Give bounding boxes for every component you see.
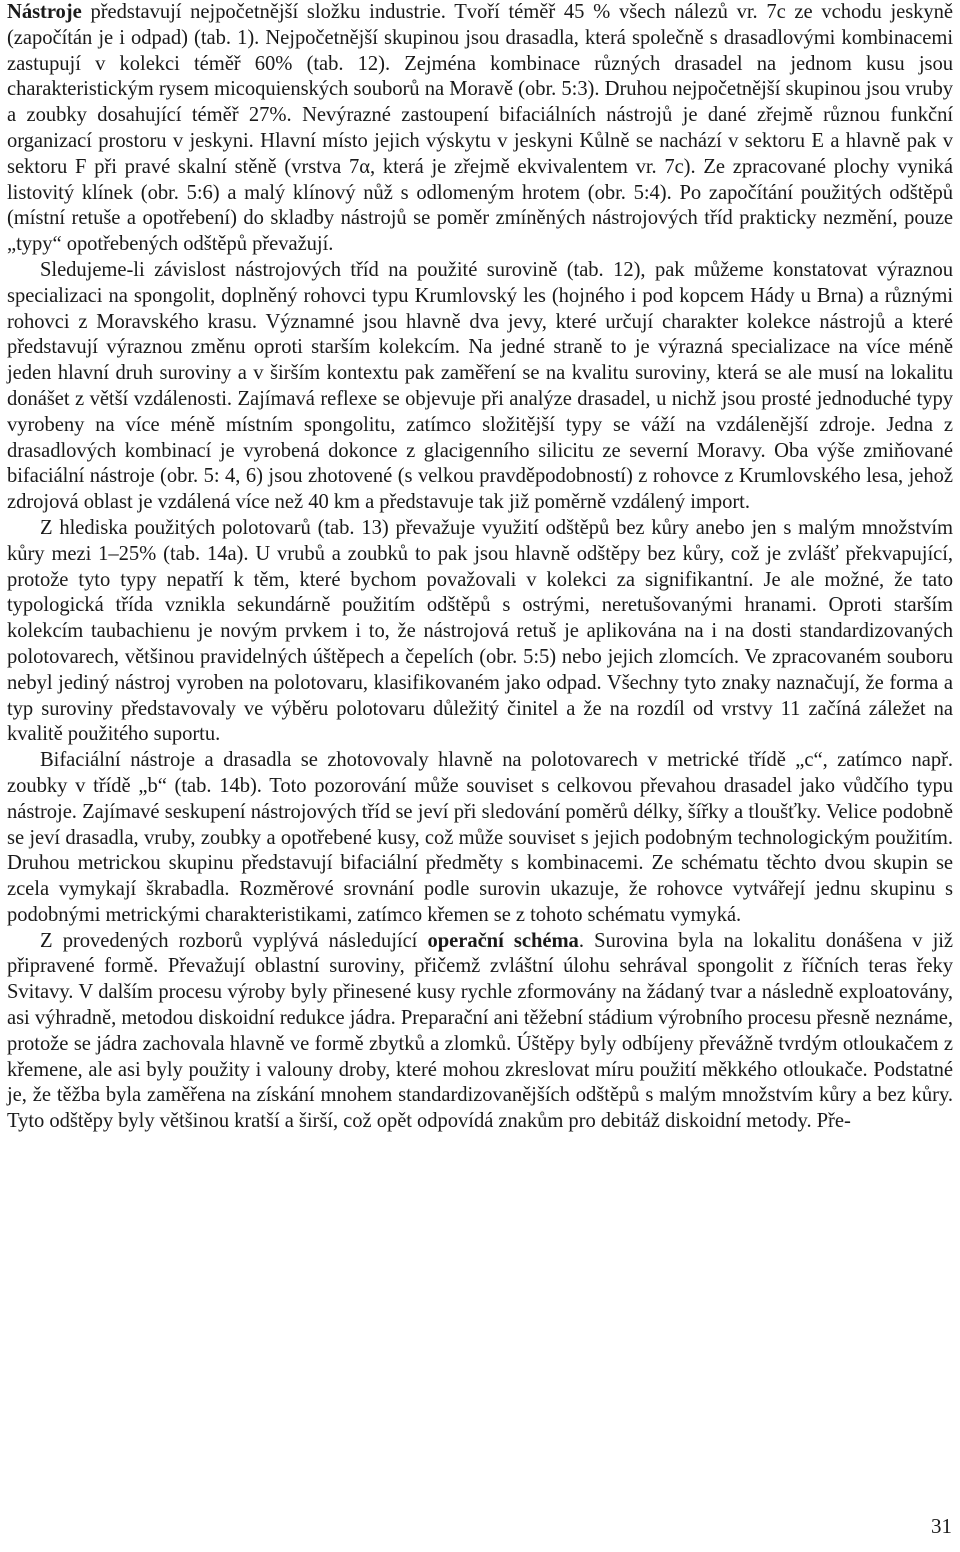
paragraph-lead-term: Nástroje — [7, 1, 82, 23]
paragraph-body-start: Z provedených rozborů vyplývá následující — [40, 929, 428, 952]
paragraph-operational-scheme — [7, 929, 953, 1135]
page-number: 31 — [931, 1514, 952, 1538]
paragraph-raw-material — [7, 258, 953, 516]
paragraph-body: Sledujeme-li závislost nástrojových tříd na použité surovině (tab. 12), pak můžeme konstatovat výraznou specializaci na spongolit, doplněný rohovci typu Krumlovský les (hojného i pod kopcem Hády u Brna) a různými rohovci z Moravského krasu. Významné jsou hlavně dva jevy, které určují charakter kolekce nástrojů a které představují výraznou změnu oproti starším kolekcím. Na jedné straně to je výrazná specializace na více méně jeden hlavní druh suroviny a v širším kontextu pak zaměření se na kvalitu suroviny, která se ale musí na lokalitu donášet z větší vzdálenosti. Zajímavá reflexe se objevuje při analýze drasadel, u nichž jsou prosté jednoduché typy vyrobeny na více méně místním spongolitu, zatímco složitější typy se váží na vzdálenější zdroje. Jedna z drasadlových kombinací je vyrobená dokonce z glacigenního silicitu ze severní Moravy. Oba výše zmiňované bifaciální nástroje (obr. 5: 4, 6) jsou zhotovené (s velkou pravděpodobností) z rohovce z Krumlovského lesa, jehož zdrojová oblast je vzdálená více než 40 km a představuje tak již poměrně vzdálený import. — [7, 258, 953, 514]
paragraph-body: představují nejpočetnější složku industrie. Tvoří téměř 45 % všech nálezů vr. 7c ze vchodu jeskyně (započítán je i odpad) (tab. 1). Nejpočetnější skupinou jsou drasadla, která společně s drasadlovými kombinacemi zastupují v kolekci téměř 60% (tab. 12). Zejména kombinace různých drasadel na jednom kusu jsou charakteristickým rysem micoquienských souborů na Moravě (obr. 5:3). Druhou nejpočetnější skupinou jsou vruby a zoubky dosahující téměř 27%. Nevýrazné zastoupení bifaciálních nástrojů je dané zřejmě různou funkční organizací prostoru v jeskyni. Hlavní místo jejich výskytu v jeskyni Kůlně se nachází v sektoru E a hlavně pak v sektoru F při pravé skalní stěně (vrstva 7α, která je zřejmě ekvivalentem vr. 7c). Ze zpracované plochy vyniká listovitý klínek (obr. 5:6) a malý klínový nůž s odlomeným hrotem (obr. 5:4). Po započítání použitých odštěpů (místní retuše a opotřebení) do skladby nástrojů se poměr zmíněných nástrojových tříd prakticky nezmění, pouze „typy“ opotřebených odštěpů převažují. — [7, 1, 953, 256]
paragraph-tools — [7, 0, 953, 258]
document-page — [7, 0, 953, 1135]
paragraph-blanks — [7, 516, 953, 748]
paragraph-key-term: operační schéma — [427, 929, 579, 952]
paragraph-body: Z hlediska použitých polotovarů (tab. 13) převažuje využití odštěpů bez kůry anebo jen s malým množstvím kůry mezi 1–25% (tab. 14a). U vrubů a zoubků to pak jsou hlavně odštěpy bez kůry, což je zvlášť překvapující, protože tyto typy nepatří k těm, které bychom považovali v kolekci za signifikantní. Je ale možné, že tato typologická třída vznikla sekundárně použitím odštěpů s ostrými, neretušovanými hranami. Oproti starším kolekcím taubachienu je novým prvkem i to, že nástrojová retuš je aplikována na i na dosti standardizovaných polotovarech, většinou pravidelných úštěpech a čepelích (obr. 5:5) nebo jejich zlomcích. Ve zpracovaném souboru nebyl jediný nástroj vyroben na polotovaru, klasifikovaném jako odpad. Všechny tyto znaky naznačují, že forma a typ suroviny představovaly ve výběru polotovaru důležitý činitel a že na rozdíl od vrstvy 11 začíná záležet na kvalitě použitého suportu. — [7, 516, 953, 746]
paragraph-body-end: . Surovina byla na lokalitu donášena v již připravené formě. Převažují oblastní suroviny, přičemž zvláštní úlohu sehrával spongolit z říčních teras řeky Svitavy. V dalším procesu výroby byly přinesené kusy rychle zformovány na žádaný tvar a následně exploatovány, asi výhradně, metodou diskoidní redukce jádra. Preparační ani těžební stádium výrobního procesu přesně neznáme, protože se jádra zachovala hlavně ve formě zbytků a zlomků. Úštěpy byly odbíjeny převážně tvrdým otloukačem z křemene, ale asi byly použity i valouny droby, které mohou zkreslovat míru použití měkkého otloukače. Podstatné je, že těžba byla zaměřena na získání mnohem standardizovanějších odštěpů s malým množstvím kůry a bez kůry. Tyto odštěpy byly většinou kratší a širší, což opět odpovídá znakům pro debitáž diskoidní metody. Pře- — [7, 929, 954, 1133]
paragraph-metrics — [7, 748, 953, 929]
paragraph-body: Bifaciální nástroje a drasadla se zhotovovaly hlavně na polotovarech v metrické třídě „c“, zatímco např. zoubky v třídě „b“ (tab. 14b). Toto pozorování může souviset s celkovou převahou drasadel jako vůdčího typu nástroje. Zajímavé seskupení nástrojových tříd se jeví při sledování poměrů délky, šířky a tloušťky. Velice podobně se jeví drasadla, vruby, zoubky a opotřebené kusy, což může souviset s jejich podobným technologickým použitím. Druhou metrickou skupinu představují bifaciální předměty s kombinacemi. Ze schématu těchto dvou skupin se zcela vymykají škrabadla. Rozměrové srovnání podle surovin ukazuje, že rohovce vytvářejí jednu skupinu s podobnými metrickými charakteristikami, zatímco křemen se z tohoto schématu vymyká. — [7, 749, 953, 926]
